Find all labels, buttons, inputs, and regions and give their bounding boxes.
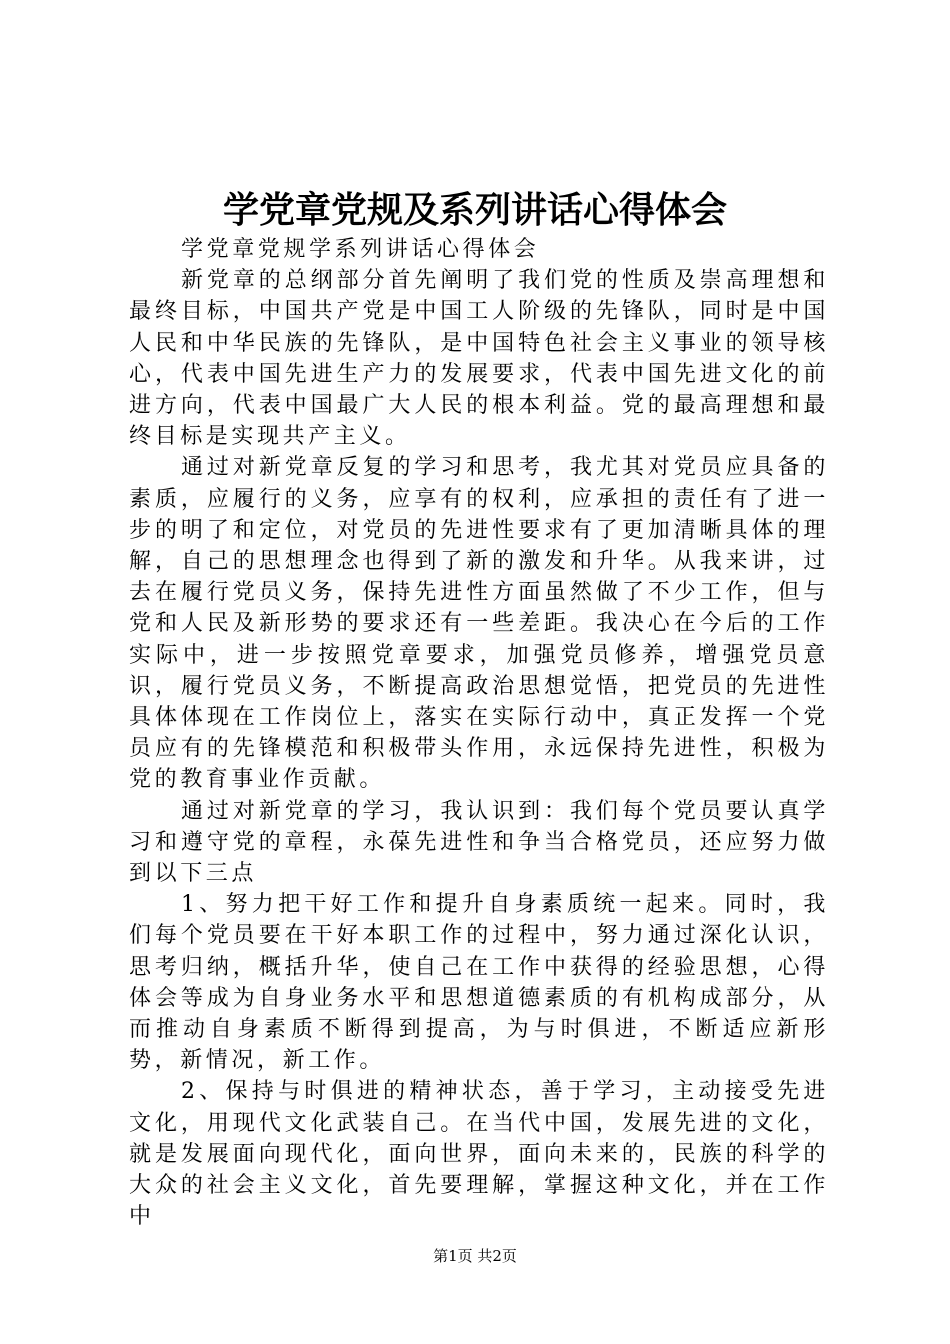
paragraph: 通过对新党章的学习，我认识到：我们每个党员要认真学习和遵守党的章程，永葆先进性和争当合格党员，还应努力做到以下三点: [129, 798, 829, 887]
page-footer: 第1页 共2页: [433, 1247, 517, 1265]
paragraph-subtitle: 学党章党规学系列讲话心得体会: [181, 237, 540, 262]
paragraph: 1、努力把干好工作和提升自身素质统一起来。同时，我们每个党员要在干好本职工作的过程中，努力通过深化认识，思考归纳，概括升华，使自己在工作中获得的经验思想，心得体会等成为自身业务水平和思想道德素质的有机构成部分，从而推动自身素质不断得到提高，为与时俱进，不断适应新形势，新情况，新工作。: [129, 892, 829, 1074]
document-title: 学党章党规及系列讲话心得体会: [222, 189, 727, 231]
paragraph: 新党章的总纲部分首先阐明了我们党的性质及崇高理想和最终目标，中国共产党是中国工人阶级的先锋队，同时是中国人民和中华民族的先锋队，是中国特色社会主义事业的领导核心，代表中国先进生产力的发展要求，代表中国先进文化的前进方向，代表中国最广大人民的根本利益。党的最高理想和最终目标是实现共产主义。: [129, 268, 829, 450]
paragraph: 2、保持与时俱进的精神状态，善于学习，主动接受先进文化，用现代文化武装自己。在当代中国，发展先进的文化，就是发展面向现代化，面向世界，面向未来的，民族的科学的大众的社会主义文化，首先要理解，掌握这种文化，并在工作中: [129, 1079, 829, 1230]
paragraph: 通过对新党章反复的学习和思考，我尤其对党员应具备的素质，应履行的义务，应享有的权利，应承担的责任有了进一步的明了和定位，对党员的先进性要求有了更加清晰具体的理解，自己的思想理念也得到了新的激发和升华。从我来讲，过去在履行党员义务，保持先进性方面虽然做了不少工作，但与党和人民及新形势的要求还有一些差距。我决心在今后的工作实际中，进一步按照党章要求，加强党员修养，增强党员意识，履行党员义务，不断提高政治思想觉悟，把党员的先进性具体体现在工作岗位上，落实在实际行动中，真正发挥一个党员应有的先锋模范和积极带头作用，永远保持先进性，积极为党的教育事业作贡献。: [129, 455, 829, 793]
document-body: [129, 234, 829, 1233]
